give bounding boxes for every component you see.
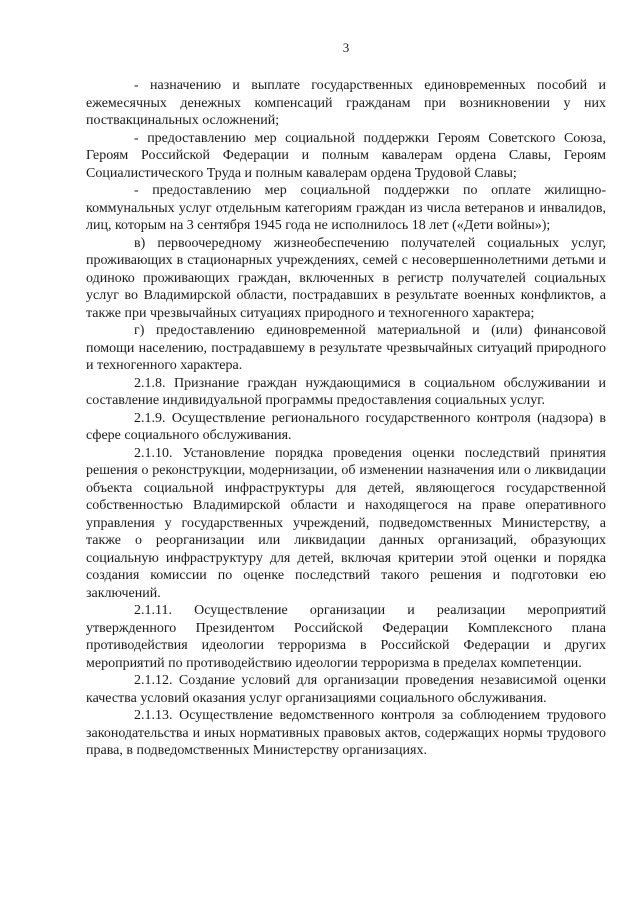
paragraph-2-1-11: 2.1.11. Осуществление организации и реализации мероприятий утвержденного Президентом Российской Федерации Комплексного плана противодействия идеологии терроризма в Российской Федерации и других мероприятий по противодействию идеологии терроризма в пределах компетенции. [86,603,606,671]
paragraph-heroes-support: - предоставлению мер социальной поддержки Героям Советского Союза, Героям Российской Федерации и полным кавалерам ордена Славы, Героям Социалистического Труда и полным кавалерам ордена Трудовой Славы; [86,130,606,181]
page-number: 3 [342,40,350,55]
paragraph-vaccine-complications: - назначению и выплате государственных единовременных пособий и ежемесячных денежных компенсаций гражданам при возникновении у них поствакцинальных осложнений; [86,78,606,128]
paragraph-item-v: в) первоочередному жизнеобеспечению получателей социальных услуг, проживающих в стационарных учреждениях, семей с несовершеннолетними детьми и одиноко проживающих граждан, включенных в регистр получателей социальных услуг во Владимирской области, пострадавших в результате военных конфликтов, а также при чрезвычайных ситуациях природного и техногенного характера; [86,235,606,321]
paragraph-2-1-12: 2.1.12. Создание условий для организации проведения независимой оценки качества условий оказания услуг организациями социального обслуживания. [86,673,606,706]
paragraph-2-1-13: 2.1.13. Осуществление ведомственного контроля за соблюдением трудового законодательства и иных нормативных правовых актов, содержащих нормы трудового права, в подведомственных Министерству организациях. [86,708,606,758]
paragraph-item-g: г) предоставлению единовременной материальной и (или) финансовой помощи населению, пострадавшему в результате чрезвычайных ситуаций природного и техногенного характера. [86,323,606,373]
paragraph-2-1-9: 2.1.9. Осуществление регионального государственного контроля (надзора) в сфере социального обслуживания. [86,410,606,443]
paragraph-2-1-8: 2.1.8. Признание граждан нуждающимися в социальном обслуживании и составление индивидуальной программы предоставления социальных услуг. [86,375,606,408]
document-body [86,77,606,760]
paragraph-2-1-10: 2.1.10. Установление порядка проведения оценки последствий принятия решения о реконструкции, модернизации, об изменении назначения или о ликвидации объекта социальной инфраструктуры для детей, являющегося государственной собственностью Владимирской области и находящегося на праве оперативного управления у государственных учреждений, подведомственных Министерству, а также о реорганизации или ликвидации данных организаций, образующих социальную инфраструктуру для детей, включая критерии этой оценки и порядка создания комиссии по оценке последствий такого решения и подготовки ею заключений. [86,445,606,601]
paragraph-housing-utilities: - предоставлению мер социальной поддержки по оплате жилищно-коммунальных услуг отдельным категориям граждан из числа ветеранов и инвалидов, лиц, которым на 3 сентября 1945 года не исполнилось 18 лет («Дети войны»); [86,183,606,233]
